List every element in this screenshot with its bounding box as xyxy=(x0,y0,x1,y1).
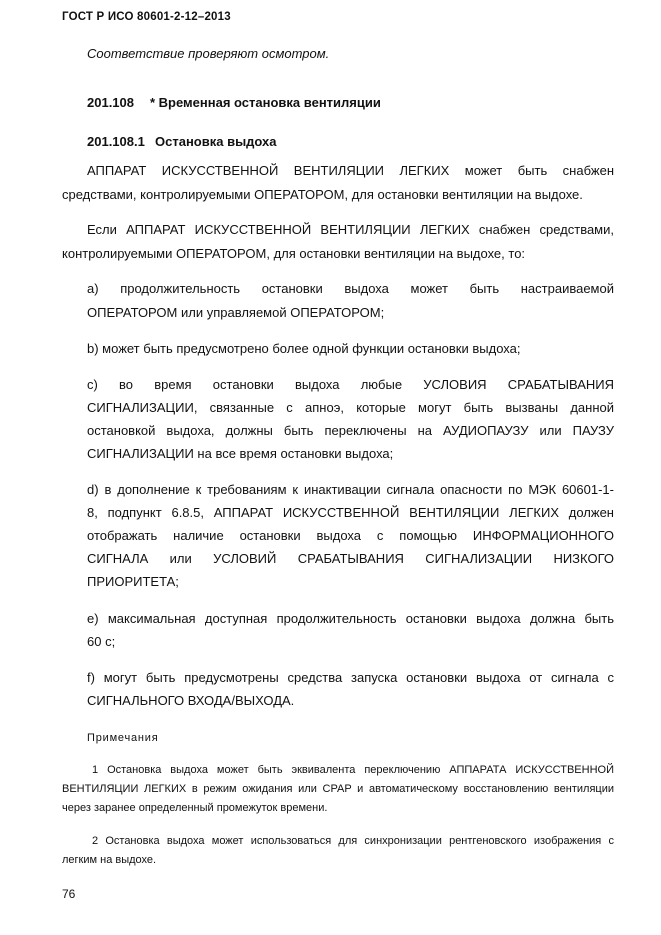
paragraph-line: контролируемыми ОПЕРАТОРОМ, для остановки вентиляции на выдохе, то: xyxy=(62,246,526,261)
list-item-a-line: a) продолжительность остановки выдоха может быть настраиваемой xyxy=(87,281,614,296)
document-header: ГОСТ Р ИСО 80601-2-12–2013 xyxy=(62,11,231,23)
list-item-d-line: d) в дополнение к требованиям к инактивации сигнала опасности по МЭК 60601-1- xyxy=(87,482,614,497)
subsection-title: Остановка выдоха xyxy=(155,134,277,149)
notes-heading: Примечания xyxy=(87,732,159,744)
note-1-line: через заранее определенный промежуток времени. xyxy=(62,802,328,814)
list-item-c-line: СИГНАЛИЗАЦИИ, связанные с апноэ, которые могут быть вызваны данной xyxy=(87,400,614,415)
list-item-d-line: отображать наличие остановки выдоха с помощью ИНФОРМАЦИОННОГО xyxy=(87,528,614,543)
note-2-line: легким на выдохе. xyxy=(62,854,157,866)
list-item-e-line: e) максимальная доступная продолжительность остановки выдоха должна быть xyxy=(87,611,614,626)
list-item-c-line: c) во время остановки выдоха любые УСЛОВИЯ СРАБАТЫВАНИЯ xyxy=(87,377,614,392)
list-item-e-line: 60 с; xyxy=(87,634,116,649)
note-2-line: 2 Остановка выдоха может использоваться для синхронизации рентгеновского изображения с xyxy=(92,835,614,847)
list-item-f-line: f) могут быть предусмотрены средства запуска остановки выдоха от сигнала с xyxy=(87,670,614,685)
paragraph-line: средствами, контролируемыми ОПЕРАТОРОМ, для остановки вентиляции на выдохе. xyxy=(62,187,583,202)
section-number: 201.108 xyxy=(87,95,134,110)
note-1-line: 1 Остановка выдоха может быть эквивалента переключению АППАРАТА ИСКУССТВЕННОЙ xyxy=(92,764,614,776)
list-item-f-line: СИГНАЛЬНОГО ВХОДА/ВЫХОДА. xyxy=(87,693,295,708)
intro-text: Соответствие проверяют осмотром. xyxy=(87,46,330,61)
note-1-line: ВЕНТИЛЯЦИИ ЛЕГКИХ в режим ожидания или CPAP и автоматическому восстановлению вентиляции xyxy=(62,783,614,795)
section-title: * Временная остановка вентиляции xyxy=(150,95,381,110)
list-item-c-line: остановкой выдоха, должны быть переключены на АУДИОПАУЗУ или ПАУЗУ xyxy=(87,423,614,438)
list-item-d-line: ПРИОРИТЕТА; xyxy=(87,574,179,589)
list-item-d-line: СИГНАЛА или УСЛОВИЙ СРАБАТЫВАНИЯ СИГНАЛИЗАЦИИ НИЗКОГО xyxy=(87,551,614,566)
page-number: 76 xyxy=(62,887,76,901)
paragraph-line: АППАРАТ ИСКУССТВЕННОЙ ВЕНТИЛЯЦИИ ЛЕГКИХ может быть снабжен xyxy=(87,163,614,178)
paragraph-line: Если АППАРАТ ИСКУССТВЕННОЙ ВЕНТИЛЯЦИИ ЛЕГКИХ снабжен средствами, xyxy=(87,222,614,237)
list-item-b-line: b) может быть предусмотрено более одной функции остановки выдоха; xyxy=(87,341,521,356)
list-item-a-line: ОПЕРАТОРОМ или управляемой ОПЕРАТОРОМ; xyxy=(87,305,385,320)
list-item-d-line: 8, подпункт 6.8.5, АППАРАТ ИСКУССТВЕННОЙ ВЕНТИЛЯЦИИ ЛЕГКИХ должен xyxy=(87,505,614,520)
subsection-number: 201.108.1 xyxy=(87,134,145,149)
list-item-c-line: СИГНАЛИЗАЦИИ на все время остановки выдоха; xyxy=(87,446,394,461)
